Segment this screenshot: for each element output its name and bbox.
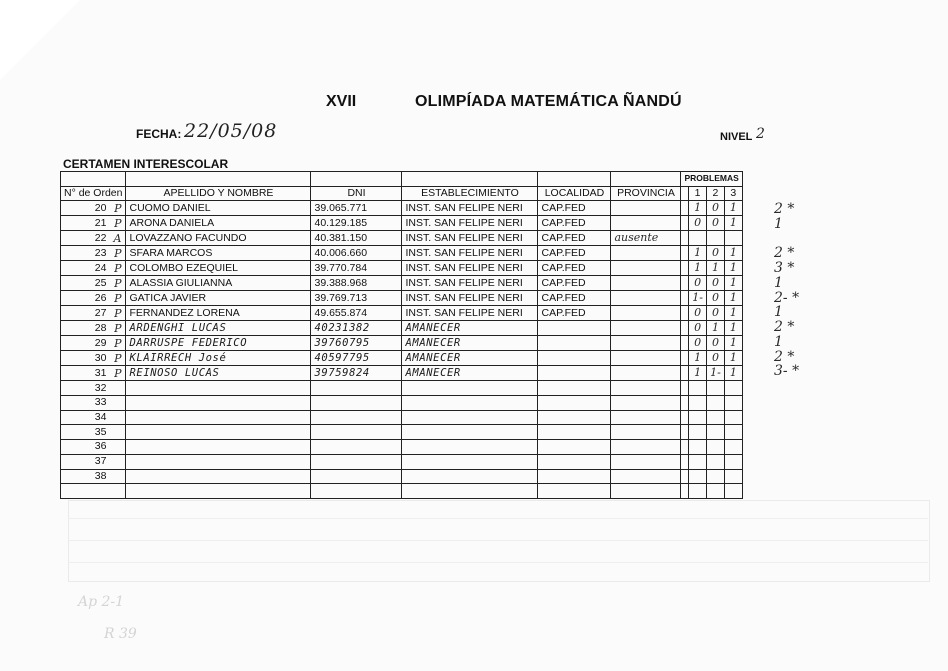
table-row — [61, 336, 743, 351]
table-row — [61, 484, 743, 499]
row-dni: 39.770.784 — [314, 261, 368, 274]
row-establecimiento: INST. SAN FELIPE NERI — [405, 261, 523, 274]
row-name: SFARA MARCOS — [129, 246, 213, 259]
row-dni: 40231382 — [314, 321, 370, 334]
row-name: ALASSIA GIULIANNA — [129, 276, 233, 289]
row-p2: 0 — [711, 246, 719, 260]
row-name: REINOSO LUCAS — [129, 366, 220, 379]
row-p2: 0 — [711, 276, 719, 290]
row-dni: 39.065.771 — [314, 201, 368, 214]
row-number: 34 — [94, 411, 107, 424]
row-p3: 1 — [729, 201, 737, 215]
row-number: 22 — [94, 231, 107, 244]
bleed-through-line — [68, 540, 928, 541]
table-row — [61, 291, 743, 306]
row-number: 33 — [94, 396, 107, 409]
bleed-through-line — [68, 518, 928, 519]
row-p2: 0 — [711, 291, 719, 305]
row-attendance-mark — [109, 455, 121, 468]
row-total: 2 * — [774, 348, 795, 365]
row-attendance-mark: P — [114, 261, 122, 275]
row-attendance-mark: P — [114, 216, 122, 230]
table-header-top — [61, 172, 743, 187]
row-p2: 0 — [711, 216, 719, 230]
row-number: 21 — [94, 216, 107, 229]
footer-note: Ap 2-1 — [78, 594, 125, 610]
row-p1: 1 — [694, 351, 702, 365]
row-attendance-mark — [109, 470, 121, 483]
row-p2: 1 — [711, 261, 719, 275]
table-row — [61, 396, 743, 411]
fecha-value: 22/05/08 — [184, 120, 278, 142]
row-name: ARDENGHI LUCAS — [129, 321, 227, 334]
table-row — [61, 410, 743, 425]
row-dni: 40597795 — [314, 351, 370, 364]
row-dni: 40.381.150 — [314, 231, 368, 244]
table-row — [61, 381, 743, 396]
row-name: GATICA JAVIER — [129, 291, 207, 304]
table-row — [61, 351, 743, 366]
page-title: OLIMPÍADA MATEMÁTICA ÑANDÚ — [415, 93, 682, 110]
row-attendance-mark: P — [114, 336, 122, 350]
row-establecimiento: INST. SAN FELIPE NERI — [405, 201, 523, 214]
row-attendance-mark: P — [114, 321, 122, 335]
row-total: 1 — [774, 215, 783, 232]
table-row — [61, 261, 743, 276]
table-row — [61, 306, 743, 321]
row-p3: 1 — [729, 366, 737, 380]
table-row — [61, 216, 743, 231]
row-name: FERNANDEZ LORENA — [129, 306, 240, 319]
row-total: 3- * — [774, 363, 800, 380]
row-localidad: CAP.FED — [541, 246, 586, 259]
row-attendance-mark — [109, 382, 121, 395]
row-number: 38 — [94, 469, 107, 482]
row-p3: 1 — [729, 351, 737, 365]
row-p1: 0 — [694, 216, 702, 230]
row-name: COLOMBO EZEQUIEL — [129, 261, 239, 274]
row-attendance-mark: P — [114, 351, 122, 365]
row-number: 24 — [94, 261, 107, 274]
row-p3: 1 — [729, 246, 737, 260]
col-provincia: PROVINCIA — [611, 186, 681, 201]
row-p2: 1 — [711, 321, 719, 335]
folded-corner — [0, 0, 80, 80]
row-dni: 40.129.185 — [314, 216, 368, 229]
row-attendance-mark — [109, 440, 121, 453]
row-provincia: ausente — [614, 231, 659, 245]
row-p2: 0 — [711, 306, 719, 320]
problemas-header: PROBLEMAS — [681, 172, 742, 187]
row-name: CUOMO DANIEL — [129, 201, 211, 214]
row-total: 2 * — [774, 319, 795, 335]
row-name: DARRUSPE FEDERICO — [129, 336, 248, 349]
row-attendance-mark: P — [114, 291, 122, 305]
row-p1: 1 — [694, 246, 702, 260]
row-dni: 40.006.660 — [314, 246, 368, 259]
table-row — [61, 231, 743, 246]
table-row — [61, 246, 743, 261]
row-number: 30 — [94, 351, 107, 364]
bleed-through-table — [68, 500, 930, 582]
row-dni: 39760795 — [314, 336, 370, 349]
row-number: 29 — [94, 336, 107, 349]
row-localidad: CAP.FED — [541, 201, 586, 214]
row-p2: 0 — [711, 201, 719, 215]
row-localidad: CAP.FED — [541, 291, 586, 304]
row-total: 1 — [774, 333, 783, 350]
nivel-value: 2 — [756, 126, 765, 142]
row-number: 27 — [94, 306, 107, 319]
row-name: LOVAZZANO FACUNDO — [129, 231, 247, 244]
nivel-label: NIVEL — [720, 131, 753, 143]
participants-table — [60, 171, 743, 499]
fecha-label: FECHA: — [136, 127, 182, 141]
row-p1: 0 — [694, 321, 702, 335]
table-row — [61, 469, 743, 484]
row-dni: 39.388.968 — [314, 276, 368, 289]
row-p1: 0 — [694, 276, 702, 290]
row-number: 37 — [94, 455, 107, 468]
col-orden: N° de Orden — [61, 186, 126, 201]
row-number: 32 — [94, 381, 107, 394]
row-p1: 1 — [694, 201, 702, 215]
row-number: 25 — [94, 276, 107, 289]
table-row — [61, 454, 743, 469]
table-row — [61, 276, 743, 291]
row-localidad: CAP.FED — [541, 306, 586, 319]
row-establecimiento: AMANECER — [405, 321, 461, 334]
row-dni: 39.769.713 — [314, 291, 368, 304]
table-row — [61, 425, 743, 440]
row-p1: 1 — [694, 261, 702, 275]
row-total: 2 * — [774, 201, 795, 217]
table-row — [61, 201, 743, 216]
row-p1: 1 — [694, 366, 702, 380]
row-localidad: CAP.FED — [541, 276, 586, 289]
row-total: 2- * — [774, 289, 800, 306]
row-attendance-mark: P — [114, 276, 122, 290]
row-attendance-mark — [109, 411, 121, 424]
row-number: 28 — [94, 321, 107, 334]
col-establecimiento: ESTABLECIMIENTO — [402, 186, 538, 201]
row-p3: 1 — [729, 261, 737, 275]
row-p1: 0 — [694, 336, 702, 350]
row-attendance-mark: P — [114, 306, 122, 320]
certamen-label: CERTAMEN INTERESCOLAR — [63, 157, 229, 171]
col-dni: DNI — [311, 186, 402, 201]
row-p3: 1 — [729, 321, 737, 335]
row-p3: 1 — [729, 291, 737, 305]
row-p3: 1 — [729, 216, 737, 230]
row-attendance-mark — [109, 426, 121, 439]
row-attendance-mark: A — [113, 231, 122, 245]
row-p1: 0 — [694, 306, 702, 320]
row-establecimiento: INST. SAN FELIPE NERI — [405, 246, 523, 259]
col-nombre: APELLIDO Y NOMBRE — [126, 186, 311, 201]
table-row — [61, 321, 743, 336]
row-establecimiento: INST. SAN FELIPE NERI — [405, 306, 523, 319]
col-p3: 3 — [724, 186, 742, 201]
row-establecimiento: INST. SAN FELIPE NERI — [405, 291, 523, 304]
row-localidad: CAP.FED — [541, 231, 586, 244]
row-attendance-mark — [109, 396, 121, 409]
row-p2: 1- — [710, 366, 721, 380]
row-p2: 0 — [711, 336, 719, 350]
edition-number: XVII — [326, 93, 357, 110]
col-p1: 1 — [689, 186, 707, 201]
row-number: 36 — [94, 440, 107, 453]
footer-note: R 39 — [104, 626, 137, 642]
row-number: 26 — [94, 291, 107, 304]
row-localidad: CAP.FED — [541, 216, 586, 229]
row-p3: 1 — [729, 336, 737, 350]
row-number: 20 — [94, 201, 107, 214]
row-p1: 1- — [692, 291, 703, 305]
table-row — [61, 440, 743, 455]
row-attendance-mark: P — [114, 246, 122, 260]
row-establecimiento: INST. SAN FELIPE NERI — [405, 231, 523, 244]
bleed-through-line — [68, 562, 928, 563]
row-attendance-mark: P — [114, 201, 122, 215]
col-localidad: LOCALIDAD — [538, 186, 611, 201]
table-header — [61, 186, 743, 201]
row-establecimiento: INST. SAN FELIPE NERI — [405, 276, 523, 289]
row-dni: 39759824 — [314, 366, 370, 379]
row-establecimiento: AMANECER — [405, 366, 461, 379]
row-number: 31 — [94, 366, 107, 379]
row-establecimiento: INST. SAN FELIPE NERI — [405, 216, 523, 229]
col-p2: 2 — [707, 186, 725, 201]
row-p3: 1 — [729, 306, 737, 320]
table-row — [61, 366, 743, 381]
row-name: KLAIRRECH José — [129, 351, 227, 364]
row-number: 23 — [94, 246, 107, 259]
row-p2: 0 — [711, 351, 719, 365]
row-number: 35 — [94, 425, 107, 438]
row-p3: 1 — [729, 276, 737, 290]
row-total: 2 * — [774, 245, 795, 262]
row-name: ARONA DANIELA — [129, 216, 215, 229]
row-localidad: CAP.FED — [541, 261, 586, 274]
row-total: 1 — [774, 304, 783, 321]
row-total: 1 — [774, 274, 783, 291]
row-establecimiento: AMANECER — [405, 336, 461, 349]
row-attendance-mark: P — [114, 366, 122, 380]
row-establecimiento: AMANECER — [405, 351, 461, 364]
row-dni: 49.655.874 — [314, 306, 368, 319]
row-total: 3 * — [774, 260, 795, 276]
